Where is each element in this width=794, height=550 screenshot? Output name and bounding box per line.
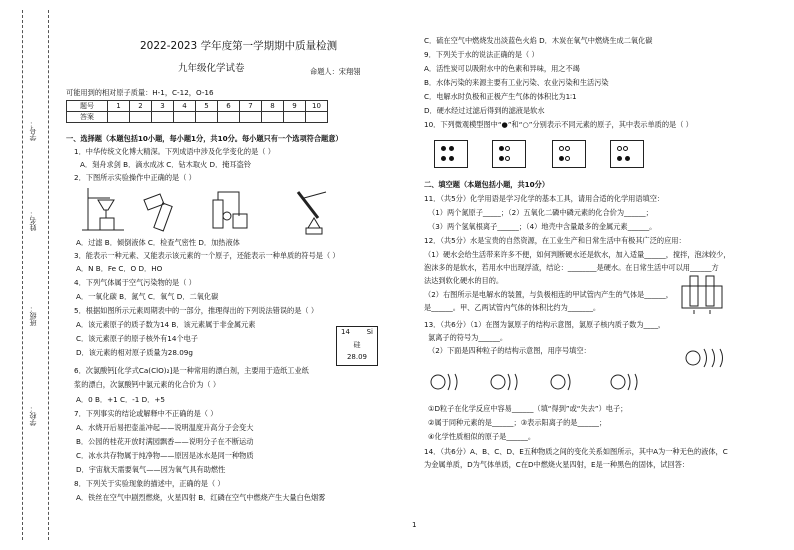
atomic-masses: 可能用到的相对原子质量：H-1，C-12，O-16 [66,88,214,97]
binding-line-outer [22,10,23,540]
question-9: 9．下列关于水的说法正确的是（ ） [424,50,539,59]
answer-cell[interactable] [152,112,174,123]
question-9-option-d: D．硬水经过过滤后得到的滤液是软水 [424,106,545,115]
element-mass: 28.09 [346,353,368,361]
score-table-head: 题号 [67,101,108,112]
question-8-options-ab: A．铁丝在空气中剧烈燃烧，火星四射 B．红磷在空气中燃烧产生大量白色烟雾 [76,493,326,502]
question-13-cont: 氯离子的符号为______。 [428,333,508,342]
molecule-model-icon [434,140,468,168]
question-12-part-1b: 泡沫多的是软水，若用水中出现浮渣，结论：________是硬水。在日常生活中可以用______方 [424,263,719,272]
question-5-option-c: C．该元素原子的原子核外有14个电子 [76,334,198,343]
score-table-number: 10 [306,101,328,112]
page-title: 2022-2023 学年度第一学期期中质量检测 [140,40,338,52]
question-3-options: A．N B．Fe C．O D．HO [76,264,163,273]
question-6-cont: 浆的漂白，次氯酸钙中氯元素的化合价为（ ） [74,380,221,389]
element-number: 14 [341,328,350,336]
score-table-number: 3 [152,101,174,112]
answer-cell[interactable] [174,112,196,123]
page-number: 1 [412,520,417,529]
molecule-model-icon [552,140,586,168]
question-7-option-b: B．公园的桂花开放时满园飘香——说明分子在不断运动 [76,437,254,446]
question-4-options: A．一氧化碳 B．氮气 C．氧气 D．二氧化碳 [76,292,219,301]
page-subtitle: 九年级化学试卷 [178,63,245,74]
side-label-name: 姓名： [29,210,37,231]
answer-cell[interactable] [262,112,284,123]
score-table-number: 8 [262,101,284,112]
section-two-heading: 二、填空题（本题包括小题，共10分） [424,180,550,189]
score-table-number: 7 [240,101,262,112]
author-line: 命题人：宋翔翎 [310,67,361,76]
answer-cell[interactable] [306,112,328,123]
answer-cell[interactable] [108,112,130,123]
side-label-id: 学号： [29,120,37,141]
question-1-options: A．刻舟求剑 B．滴水成冰 C．钻木取火 D．掩耳盗铃 [80,160,252,169]
element-card [336,326,378,366]
element-name: 硅 [353,341,361,349]
question-8-options-cd: C．硫在空气中燃烧发出淡蓝色火焰 D．木炭在氧气中燃烧生成二氧化碳 [424,36,653,45]
molecule-model-icon [610,140,644,168]
question-3: 3．能表示一种元素、又能表示该元素的一个原子，还能表示一种单质的符号是（ ） [74,251,340,260]
question-8: 8．下列关于实验现象的描述中，正确的是（ ） [74,479,225,488]
question-14: 14．（共6分）A、B、C、D、E五种物质之间的变化关系如图所示，其中A为一种无色的液体，C [424,447,728,456]
molecule-model-icon [492,140,526,168]
question-2-options: A．过滤 B．倾倒液体 C．检查气密性 D．加热液体 [76,238,240,247]
question-9-option-a: A．活性炭可以吸附水中的色素和异味，用之不竭 [424,64,580,73]
score-table-number: 2 [130,101,152,112]
atom-diagram-icon [684,344,734,372]
question-7: 7．下列事实的结论或解释中不正确的是（ ） [74,409,218,418]
question-12-part-1: （1）硬水会给生活带来许多不便，如何判断硬水还是软水，加入适量______，搅拌，泡沫较少， [424,250,731,259]
question-5-option-ab: A．该元素原子的质子数为14 B．该元素属于非金属元素 [76,320,256,329]
element-symbol: Si [366,328,373,336]
heat-liquid-icon [288,188,338,236]
question-7-option-c: C．冰水共存物属于纯净物——原因是冰水是同一种物质 [76,451,254,460]
section-one-heading: 一、选择题（本题包括10小题，每小题1分，共10分。每小题只有一个选项符合题意） [66,134,343,143]
question-9-option-c: C．电解水时负极和正极产生气体的体积比为1∶1 [424,92,577,101]
question-13-part-2: （2）下面是四种粒子的结构示意图，用序号填空： [428,346,591,355]
score-table [66,100,328,123]
pour-liquid-icon [140,190,180,234]
answer-cell[interactable] [240,112,262,123]
score-table-number: 6 [218,101,240,112]
question-11: 11．（共5分）化学用语是学习化学的基本工具，请用合适的化学用语填空： [424,194,665,203]
question-5: 5．根据如图所示元素周期表中的一部分，推理得出的下列说法错误的是（ ） [74,306,319,315]
question-12-part-2: （2）右图所示是电解水的装置，与负极相连的甲试管内产生的气体是______， [424,290,673,299]
question-1: 1．中华传统文化博大精深。下列成语中涉及化学变化的是（ ） [74,147,275,156]
question-10: 10．下列微观模型图中“●”和“○”分别表示不同元素的原子，其中表示单质的是（ ） [424,120,693,129]
question-7-option-d: D．宇宙航天需要氧气——因为氧气具有助燃性 [76,465,226,474]
answer-cell[interactable] [218,112,240,123]
question-2: 2．下图所示实验操作中正确的是（ ） [74,173,196,182]
answer-cell[interactable] [130,112,152,123]
binding-line-inner [48,10,49,540]
question-5-option-d: D．该元素的相对原子质量为28.09g [76,348,193,357]
question-13-item-3: ④化学性质相似的原子是______。 [428,432,536,441]
side-label-class: 班级： [29,305,37,326]
question-13: 13．（共6分）（1）在图为氯原子的结构示意图，氯原子核内质子数为____， [424,320,666,329]
score-table-number: 1 [108,101,130,112]
question-12-part-1c: 法达到软化硬水的目的。 [424,276,504,285]
filter-apparatus-icon [80,184,130,234]
side-label-school: 学校： [29,405,37,426]
particle-diagrams-icon [428,368,678,396]
question-6: 6．次氯酸钙[化学式Ca(ClO)₂]是一种常用的漂白剂，主要用于造纸工业纸 [74,366,309,375]
question-11-part-2: （3）两个氢氧根离子______；（4）地壳中含量最多的金属元素______。 [428,222,657,231]
question-13-item-1: ①D粒子在化学反应中容易______（填“得到”或“失去”）电子； [428,404,628,413]
score-table-number: 4 [174,101,196,112]
airtight-check-icon [205,186,255,234]
question-11-part-1: （1）两个氮原子_____；（2）五氧化二磷中磷元素的化合价为______； [428,208,653,217]
question-12: 12．（共5分）水是宝贵的自然资源，在工业生产和日常生活中有极其广泛的应用： [424,236,686,245]
answer-cell[interactable] [284,112,306,123]
question-13-item-2: ②属于同种元素的是______；③表示阳离子的是______； [428,418,607,427]
score-table-number: 5 [196,101,218,112]
question-14-cont: 为金属单质，D为气体单质，C在D中燃烧火星四射，E是一种黑色的固体，试回答： [424,460,690,469]
electrolysis-apparatus-icon [678,272,726,316]
question-9-option-b: B．水体污染的来源主要有工业污染、农业污染和生活污染 [424,78,609,87]
answer-row-head: 答案 [67,112,108,123]
answer-cell[interactable] [196,112,218,123]
question-4: 4．下列气体属于空气污染物的是（ ） [74,278,196,287]
score-table-number: 9 [284,101,306,112]
question-7-option-a: A．水烧开后易把壶盖冲起——说明温度升高分子会变大 [76,423,254,432]
question-12-part-2b: 是______。甲、乙两试管内气体的体积比约为_______。 [424,303,601,312]
question-6-options: A．0 B．+1 C．-1 D．+5 [76,395,165,404]
